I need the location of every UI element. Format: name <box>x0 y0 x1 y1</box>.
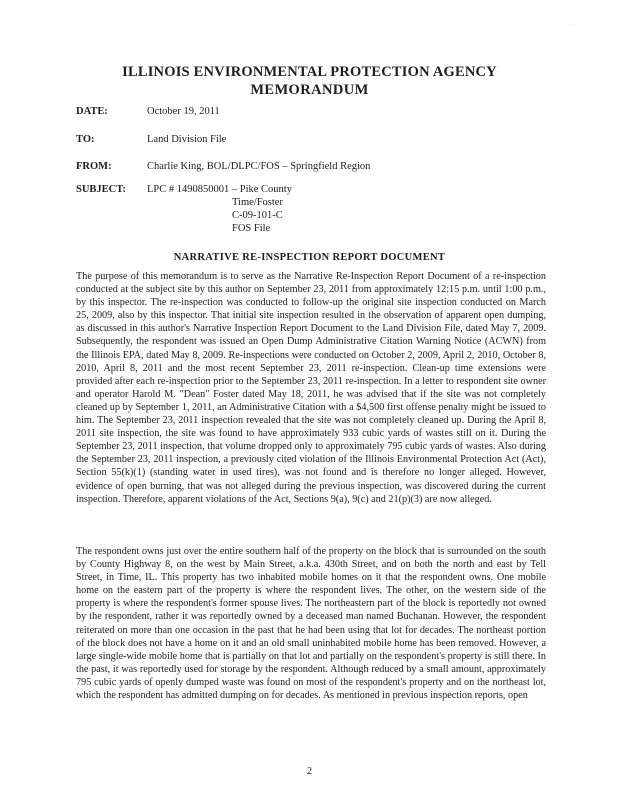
body-paragraph-2: The respondent owns just over the entire southern half of the property on the block that is surrounded on the south by County Highway 8, on the west by Main Street, a.k.a. 430th Street, and on both the north and east by Tell Street, in Time, IL. This property has two inhabited mobile homes on it that the respondent owns. One mobile home on the eastern part of the property is where the respondent lives. The other, on the western side of the property is where the respondent's former spouse lives. The northeastern part of the block is reportedly not owned by the respondent, rather it was reportedly owned by a deceased man named Buchanan. However, the respondent reiterated on more than one occasion in the past that he had been using that lot for decades. The northeast portion of the block does not have a home on it and an old small uninhabited mobile home has been removed. However, a large single-wide mobile home that is partially on that lot and partially on the respondent's property is still there. In the past, it was reportedly used for storage by the respondent. Although reduced by a small amount, approximately 795 cubic yards of openly dumped waste was found on most of the respondent's property and on the northeast lot, which the respondent has admitted dumping on for decades. As mentioned in previous inspection reports, open <box>76 546 546 702</box>
subject-line-file: FOS File <box>232 223 271 234</box>
to-label: TO: <box>76 134 95 145</box>
date-label: DATE: <box>76 106 108 117</box>
subject-value: LPC # 1490850001 – Pike County <box>147 184 292 195</box>
from-value: Charlie King, BOL/DLPC/FOS – Springfield Region <box>147 161 371 172</box>
date-value: October 19, 2011 <box>147 106 220 117</box>
narrative-heading: NARRATIVE RE-INSPECTION REPORT DOCUMENT <box>173 252 446 263</box>
agency-title: ILLINOIS ENVIRONMENTAL PROTECTION AGENCY <box>122 64 497 80</box>
subject-label: SUBJECT: <box>76 184 126 195</box>
subject-line-site: Time/Foster <box>232 197 283 208</box>
from-label: FROM: <box>76 161 112 172</box>
scan-mark: · <box>570 22 572 28</box>
body-paragraph-1: The purpose of this memorandum is to serve as the Narrative Re-Inspection Report Document of a re-inspection conducted at the subject site by this author on September 23, 2011 from approximately 12:15 p.m. until 1:00 p.m., by this inspector. The re-inspection was conducted to follow-up the original site inspection conducted on March 25, 2009, also by this inspector. That initial site inspection resulted in the observation of apparent open dumping, as discussed in this author's Narrative Inspection Report Document to the Land Division File, dated May 7, 2009. Subsequently, the respondent was issued an Open Dump Administrative Citation Warning Notice (ACWN) from the Illinois EPA, dated May 8, 2009. Re-inspections were conducted on October 2, 2009, April 2, 2010, October 8, 2010, April 8, 2011 and the most recent September 23, 2011 re-inspection. Clean-up time extensions were provided after each re-inspection prior to the September 23, 2011 re-inspection. In a letter to respondent site owner and operator Harold M. "Dean" Foster dated May 18, 2011, he was advised that if the site was not completely cleaned up by September 1, 2011, an Administrative Citation with a $4,500 first offense penalty might be issued to him. The September 23, 2011 inspection revealed that the site was not completely cleaned up. During the April 8, 2011 site inspection, the site was found to have approximately 933 cubic yards of wastes still on it. During the September 23, 2011 inspection, that volume dropped only to approximately 795 cubic yards of wastes. Also during the September 23, 2011 inspection, a previously cited violation of the Illinois Environmental Protection Act (Act), Section 55(k)(1) (standing water in used tires), was not found and is therefore no longer alleged. However, evidence of open burning, that was not alleged during the previous inspection, was discovered during the current inspection. Therefore, apparent violations of the Act, Sections 9(a), 9(c) and 21(p)(3) are now alleged. <box>76 271 546 505</box>
page-number: 2 <box>307 766 312 777</box>
subject-line-case: C-09-101-C <box>232 210 283 221</box>
to-value: Land Division File <box>147 134 227 145</box>
memo-title: MEMORANDUM <box>250 82 369 98</box>
